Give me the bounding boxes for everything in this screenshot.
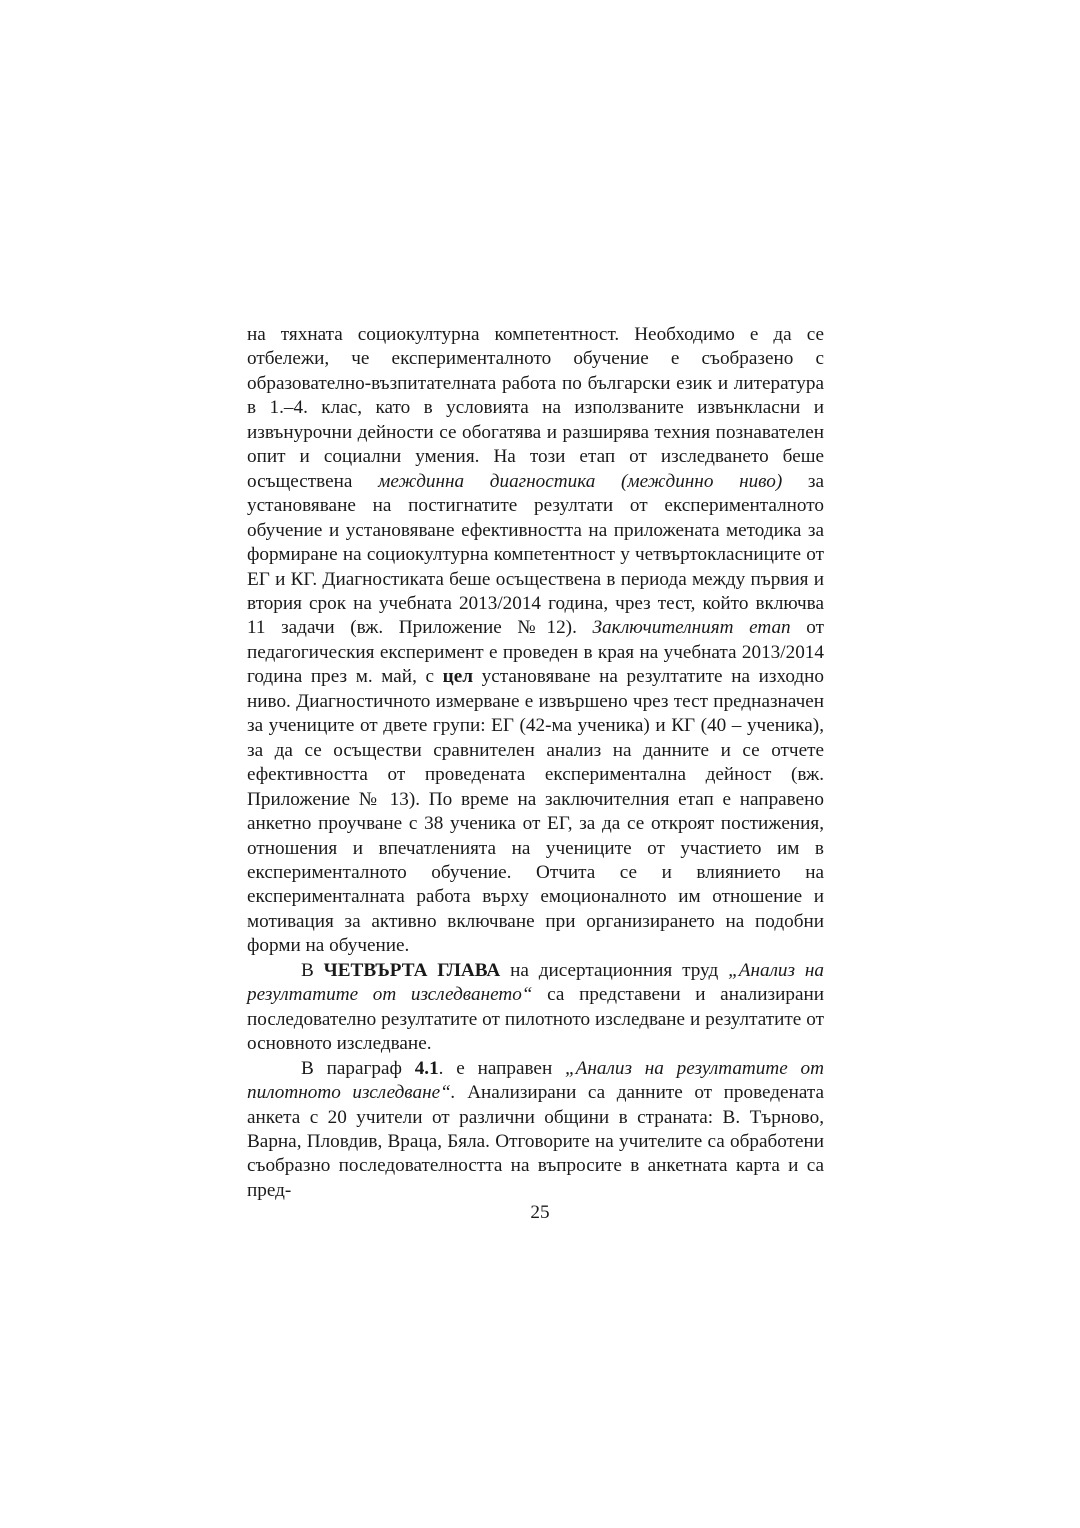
document-body <box>247 323 824 1203</box>
text-run: . е направен <box>438 1057 565 1079</box>
text-run: от педагогическия експеримент е проведен в края на учебната 2013/2014 година през м. май, с <box>247 617 824 688</box>
bold-run: ЧЕТВЪРТА ГЛАВА <box>323 959 501 981</box>
bold-run: 4.1 <box>414 1057 439 1079</box>
text-run: на тяхната социокултурна компетентност. Необходимо е да се отбележи, че експерименталното обучение е съобразено с образователно-възпитателната работа по български език и литература в 1.–4. клас, като в условията на използваните извънкласни и извънурочни дейности се обогатява и разширява техния познавателен опит и социални умения. На този етап от изследването беше осъществена <box>247 324 824 492</box>
text-run: В параграф <box>301 1057 415 1079</box>
paragraph-3 <box>247 1057 824 1204</box>
italic-run: Заключителният етап <box>592 617 791 639</box>
paragraph-2 <box>247 959 824 1057</box>
paragraph-1 <box>247 323 824 959</box>
text-run: Анализирани са данните от проведената анкета с 20 учители от различни общини в страната: В. Търново, Варна, Пловдив, Враца, Бяла. Отговорите на учителите са обработени съобразно последователността на въпросите в анкетната карта и са пред- <box>247 1082 824 1201</box>
text-run: са представени и анализирани последователно резултатите от пилотното изследване и резултатите от основното изследване. <box>247 984 824 1055</box>
text-run: на дисертационния труд <box>500 959 729 981</box>
italic-run: „Анализ на резултатите от изследването“ <box>247 959 824 1006</box>
bold-run: цел <box>442 666 473 688</box>
italic-run: „Анализ на резултатите от пилотното изследване“. <box>247 1057 824 1104</box>
text-run: В <box>301 959 324 981</box>
italic-run: междинна диагностика (междинно ниво) <box>378 470 783 492</box>
text-run: установяване на резултатите на изходно ниво. Диагностичното измерване е извършено чрез тест предназначен за учениците от двете групи: ЕГ (42-ма ученика) и КГ (40 – ученика), за да се осъществи сравнителен анализ на данните и се отчете ефективността от проведената експериментална дейност (вж. Приложение № 13). По време на заключителния етап е направено анкетно проучване с 38 ученика от ЕГ, за да се откроят постижения, отношения и впечатленията на учениците от участието им в експерименталното обучение. Отчита се и влиянието на експерименталната работа върху емоционалното им отношение и мотивация за активно включване при организирането на подобни форми на обучение. <box>247 666 824 957</box>
text-run: за установяване на постигнатите резултати от експерименталното обучение и установяване ефективността на приложената методика за формиране на социокултурна компетентност у четвъртокласниците от ЕГ и КГ. Диагностиката беше осъществена в периода между първия и втория срок на учебната 2013/2014 година, чрез тест, който включва 11 задачи (вж. Приложение №12). <box>247 470 824 639</box>
page-number: 25 <box>530 1202 550 1223</box>
